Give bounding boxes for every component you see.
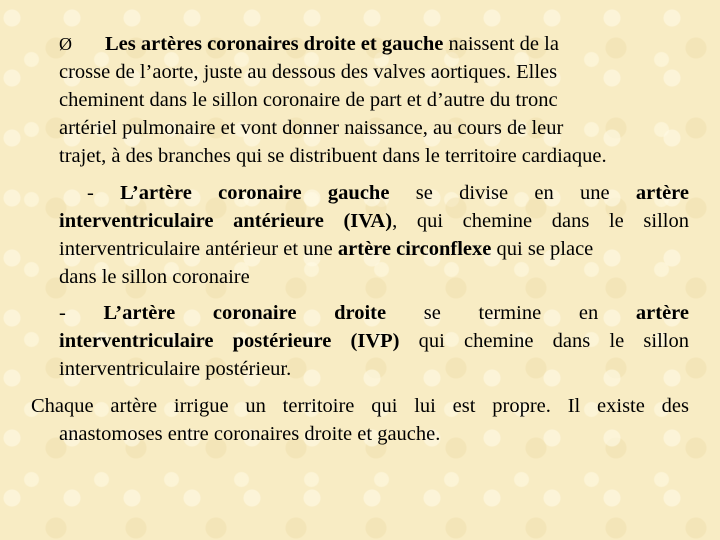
bold-text: interventriculaire postérieure (IVP) bbox=[59, 330, 400, 352]
text-line: Chaque artère irrigue un territoire qui lui est propre. Il existe des bbox=[31, 395, 689, 417]
paragraph-territories bbox=[31, 392, 689, 448]
plain-text: se termine en bbox=[386, 302, 636, 324]
bold-text: interventriculaire antérieure (IVA) bbox=[59, 210, 393, 232]
bold-text: L’artère coronaire droite bbox=[103, 302, 387, 324]
text-line: interventriculaire postérieur. bbox=[59, 358, 292, 380]
paragraph-left-coronary bbox=[59, 179, 689, 291]
text-line bbox=[59, 327, 689, 355]
bold-text: artère bbox=[635, 302, 689, 324]
text-line: crosse de l’aorte, juste au dessous des valves aortiques. Elles bbox=[59, 61, 558, 83]
plain-text: qui se place bbox=[491, 238, 594, 260]
lead-rest-text: naissent de la bbox=[443, 33, 559, 55]
dash-marker: - bbox=[59, 302, 104, 324]
arrow-bullet-icon: Ø bbox=[59, 34, 72, 54]
text-line bbox=[59, 179, 689, 207]
bold-lead-text: Les artères coronaires droite et gauche bbox=[105, 33, 444, 55]
plain-text: , qui chemine dans le sillon bbox=[392, 210, 689, 232]
plain-text: se divise en une bbox=[389, 182, 636, 204]
paragraph-right-coronary bbox=[59, 299, 689, 383]
dash-marker: - bbox=[87, 182, 121, 204]
text-line: cheminent dans le sillon coronaire de part et d’autre du tronc bbox=[59, 89, 558, 111]
bold-text: L’artère coronaire gauche bbox=[120, 182, 390, 204]
bold-text: artère circonflexe bbox=[337, 238, 492, 260]
plain-text: qui chemine dans le sillon bbox=[399, 330, 689, 352]
plain-text: interventriculaire antérieur et une bbox=[59, 238, 338, 260]
text-line bbox=[59, 299, 689, 327]
paragraph-coronary-origin bbox=[59, 30, 704, 170]
text-line: dans le sillon coronaire bbox=[59, 266, 250, 288]
text-line bbox=[59, 207, 689, 235]
bold-text: artère bbox=[635, 182, 689, 204]
text-line bbox=[59, 235, 689, 263]
text-line: anastomoses entre coronaires droite et gauche. bbox=[59, 423, 441, 445]
text-line: artériel pulmonaire et vont donner naissance, au cours de leur bbox=[59, 117, 564, 139]
text-line: trajet, à des branches qui se distribuent dans le territoire cardiaque. bbox=[59, 145, 607, 167]
